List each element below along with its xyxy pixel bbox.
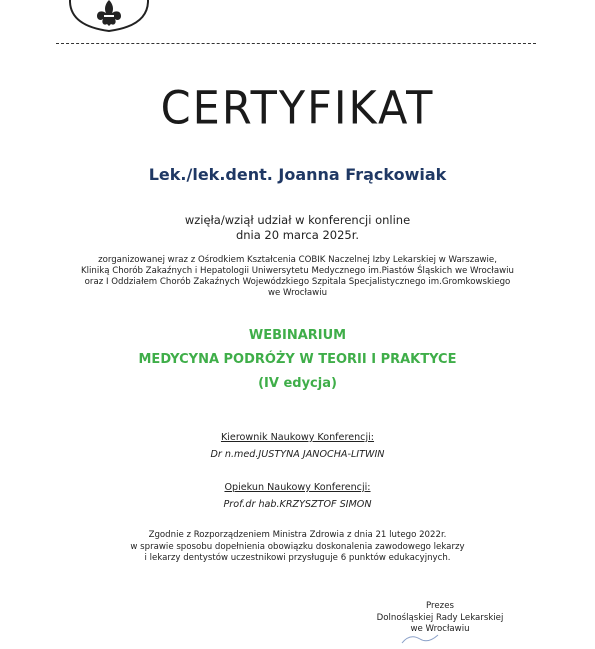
signatory-line: we Wrocławiu [410, 624, 470, 634]
scientific-head-label: Kierownik Naukowy Konferencji: [220, 432, 375, 443]
recipient-name: Lek./lek.dent. Joanna Frąckowiak [148, 165, 447, 184]
organizer-line: Kliniką Chorób Zakaźnych i Hepatologii Uniwersytetu Medycznego im.Piastów Śląskich we Wrocławiu [80, 266, 515, 276]
certificate-title: CERTYFIKAT [160, 82, 435, 136]
scientific-guardian-block [0, 479, 595, 513]
legal-line: w sprawie sposobu dopełnienia obowiązku doskonalenia zawodowego lekarzy [130, 541, 465, 552]
webinar-block [0, 324, 595, 396]
webinar-edition: (IV edycja) [258, 376, 337, 391]
signature-mark [400, 630, 440, 644]
participation-date: dnia 20 marca 2025r. [235, 228, 360, 242]
organizers-block [0, 255, 595, 299]
signatory-line: Prezes [426, 601, 454, 611]
signatory-block [340, 601, 540, 636]
organizer-line: oraz I Oddziałem Chorób Zakaźnych Wojewódzkiego Szpitala Specjalistycznego im.Gromkowskiego [84, 277, 511, 287]
legal-notice [0, 530, 595, 565]
header-divider [56, 43, 536, 44]
fleur-de-lis-shield-icon [68, 0, 150, 32]
signatory-line: Dolnośląskiej Rady Lekarskiej [376, 612, 504, 623]
webinar-title: MEDYCYNA PODRÓŻY W TEORII I PRAKTYCE [138, 352, 457, 367]
scientific-guardian-label: Opiekun Naukowy Konferencji: [224, 482, 371, 493]
participation-line: wzięła/wziął udział w konferencji online [184, 213, 411, 227]
participation-statement [0, 213, 595, 243]
legal-line: i lekarzy dentystów uczestnikowi przysługuje 6 punktów edukacyjnych. [144, 553, 451, 563]
scientific-head-name: Dr n.med.JUSTYNA JANOCHA-LITWIN [210, 449, 385, 460]
webinar-label: WEBINARIUM [248, 328, 347, 343]
organizer-line: zorganizowanej wraz z Ośrodkiem Kształcenia COBIK Naczelnej Izby Lekarskiej w Warszawie, [98, 255, 497, 265]
legal-line: Zgodnie z Rozporządzeniem Ministra Zdrowia z dnia 21 lutego 2022r. [148, 530, 447, 540]
scientific-guardian-name: Prof.dr hab.KRZYSZTOF SIMON [223, 499, 372, 510]
organizer-line: we Wrocławiu [267, 288, 328, 298]
scientific-head-block [0, 429, 595, 463]
